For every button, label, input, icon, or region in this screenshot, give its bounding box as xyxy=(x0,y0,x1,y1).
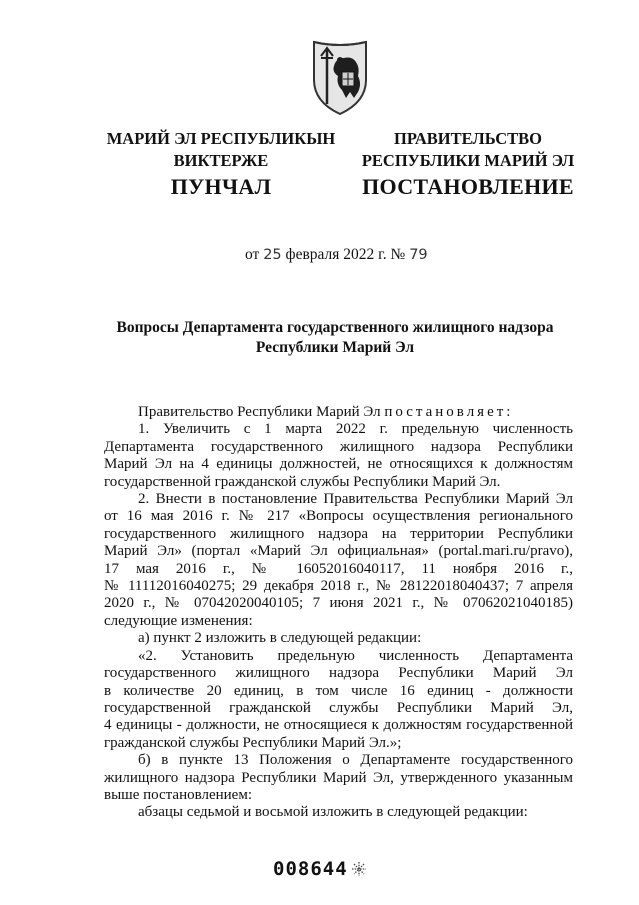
document-title xyxy=(100,318,570,358)
date-day: 25 xyxy=(263,247,282,263)
paragraph-2-line: Марий Эл» (портал «Марий Эл официальная» (portal.mari.ru/pravo), xyxy=(104,543,573,560)
document-title-line2: Республики Марий Эл xyxy=(255,339,415,356)
quote-line: государственного жилищного надзора Республики Марий Эл xyxy=(104,665,573,682)
paragraph-2-line: № 11112016040275; 29 декабря 2018 г., № 28122018040437; 7 апреля xyxy=(104,578,573,595)
paragraph-1-line: государственной гражданской службы Республики Марий Эл. xyxy=(104,473,501,490)
quote-line: в количестве 20 единиц, в том числе 16 единиц - должности xyxy=(104,682,573,699)
quote-line: государственной гражданской службы Республики Марий Эл, xyxy=(104,699,573,716)
intro-text: Правительство Республики Марий Эл xyxy=(138,404,381,420)
date-month-year: февраля 2022 г. № xyxy=(285,246,406,263)
document-number: 79 xyxy=(409,247,428,263)
paragraph-1-line: 1. Увеличить с 1 марта 2022 г. предельную численность xyxy=(138,421,573,438)
paragraph-2-line: 17 мая 2016 г., № 16052016040117, 11 ноября 2016 г., xyxy=(104,560,573,577)
paragraph-2-line: 2. Внести в постановление Правительства Республики Марий Эл xyxy=(138,491,573,508)
subparagraph-b-line: б) в пункте 13 Положения о Департаменте государственного xyxy=(138,752,573,769)
paragraph-2-line: государственного жилищного надзора на территории Республики xyxy=(104,525,573,542)
quote-line: гражданской службы Республики Марий Эл.»; xyxy=(104,734,402,751)
document-title-line1: Вопросы Департамента государственного жилищного надзора xyxy=(116,319,554,336)
header-right-doc-type: ПОСТАНОВЛЕНИЕ xyxy=(362,174,574,199)
asterisk-stamp-icon xyxy=(351,861,367,877)
document-body xyxy=(104,404,573,822)
paragraph-1-line: Департамента государственного жилищного надзора Республики xyxy=(104,438,573,455)
subparagraph-b-intro: абзацы седьмой и восьмой изложить в следующей редакции: xyxy=(138,804,528,821)
serial-number: 008644 xyxy=(273,858,348,880)
paragraph-2-line: следующие изменения: xyxy=(104,612,253,629)
coat-of-arms-icon xyxy=(300,36,380,116)
paragraph-2-line: 2020 г., № 07042020040105; 7 июня 2021 г., № 07062021040185) xyxy=(104,595,573,612)
subparagraph-b-line: выше постановлением: xyxy=(104,786,253,803)
header-right-line2: РЕСПУБЛИКИ МАРИЙ ЭЛ xyxy=(361,151,575,170)
paragraph-1-line: Марий Эл на 4 единицы должностей, не относящихся к должностям xyxy=(104,456,573,473)
header-left-line2: ВИКТЕРЖЕ xyxy=(173,151,269,170)
header-left-doc-type: ПУНЧАЛ xyxy=(170,174,272,199)
paragraph-2-line: от 16 мая 2016 г. № 217 «Вопросы осуществления регионального xyxy=(104,508,573,525)
quote-line: «2. Установить предельную численность Департамента xyxy=(138,647,573,664)
header-left-line1: МАРИЙ ЭЛ РЕСПУБЛИКЫН xyxy=(106,129,336,148)
quote-line: 4 единицы - должности, не относящиеся к должностям государственной xyxy=(104,717,573,734)
subparagraph-b-line: жилищного надзора Республики Марий Эл, утвержденного указанным xyxy=(104,769,573,786)
subparagraph-a: а) пункт 2 изложить в следующей редакции: xyxy=(138,630,422,647)
intro-verb: постановляет: xyxy=(384,404,514,420)
header-right-line1: ПРАВИТЕЛЬСТВО xyxy=(394,129,542,148)
date-line xyxy=(245,246,428,264)
intro-paragraph xyxy=(104,404,573,421)
date-prefix: от xyxy=(245,246,260,263)
